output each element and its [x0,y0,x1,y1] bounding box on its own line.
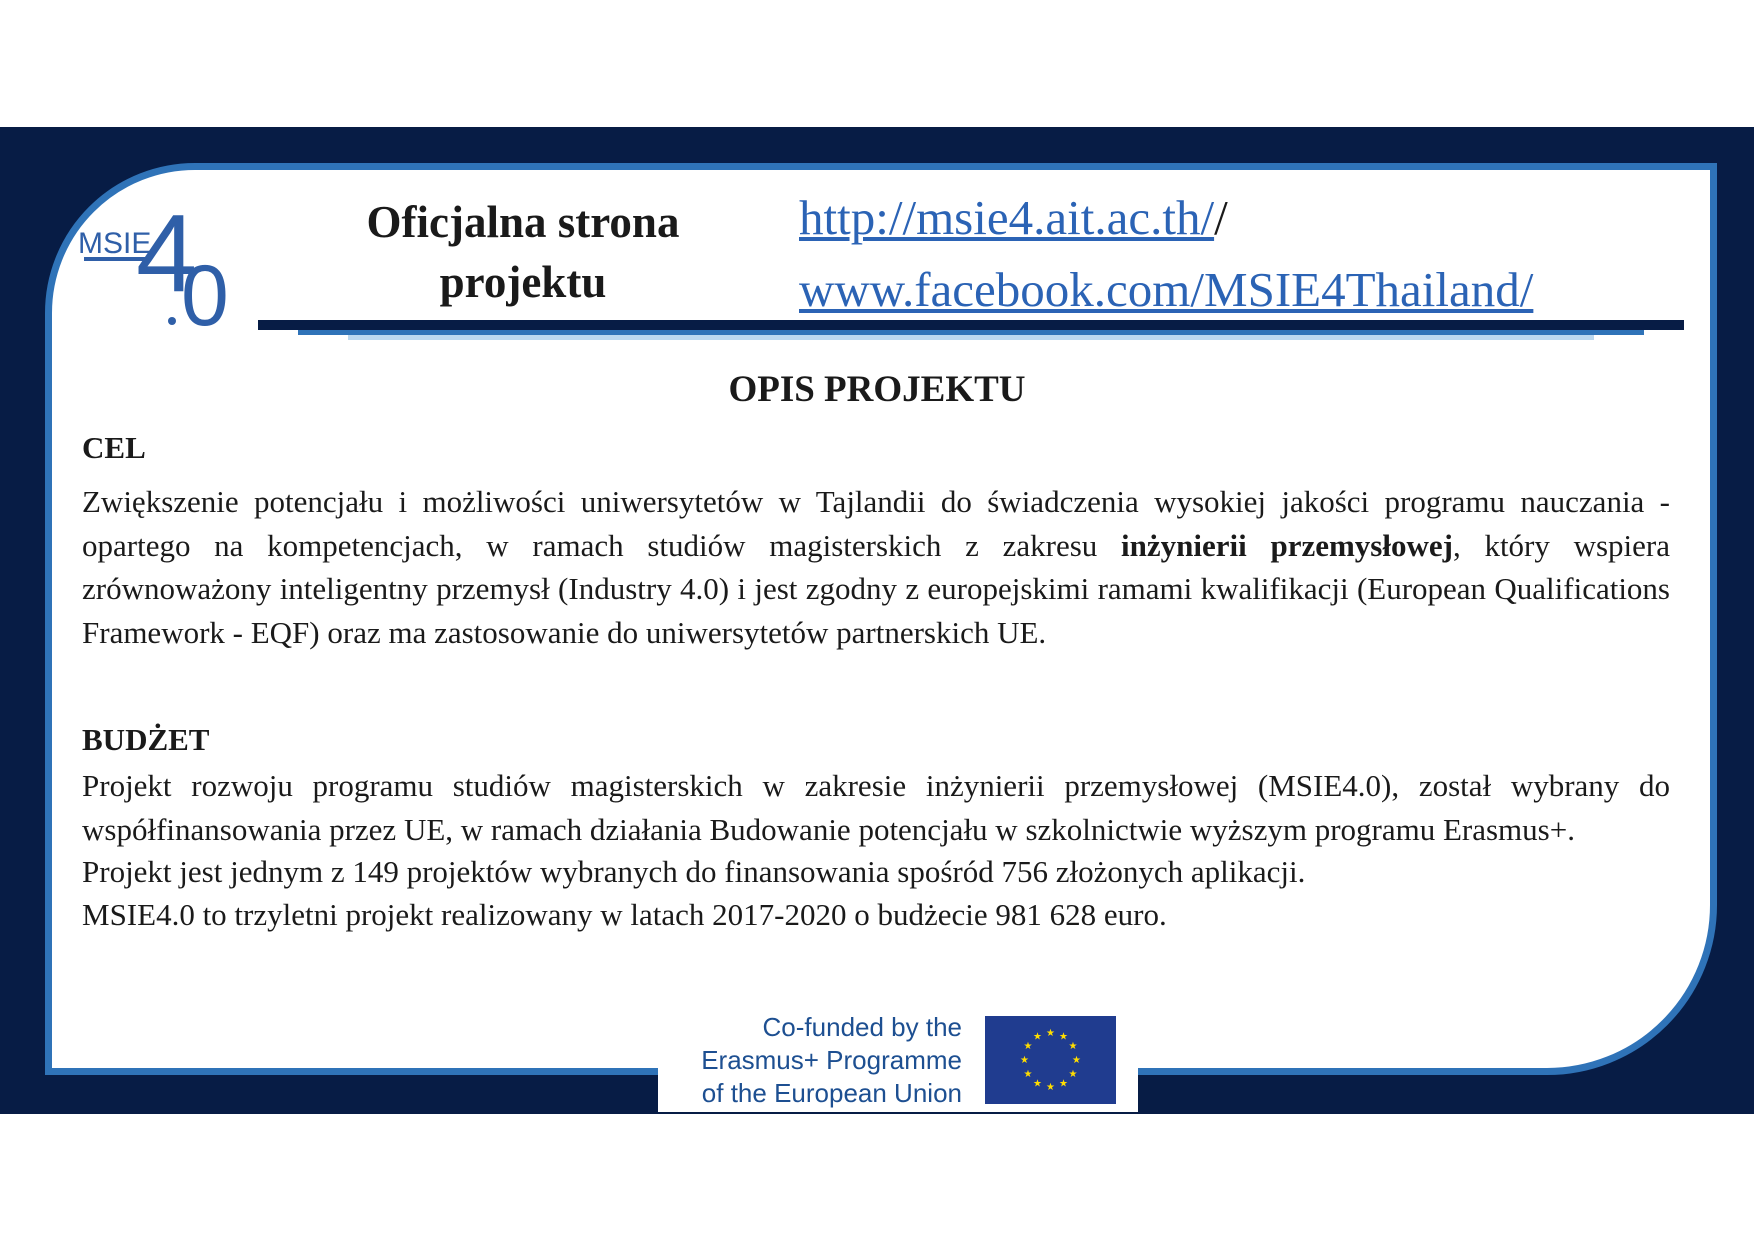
eu-flag-icon [985,1016,1116,1104]
section-title: OPIS PROJEKTU [728,369,1026,410]
msie-logo [78,203,243,329]
official-site-title-line1: Oficjalna strona [366,197,680,247]
cel-text-bold: inżynierii przemysłowej [1121,527,1453,563]
logo-dot [168,317,176,325]
svg-text:★: ★ [1023,1069,1033,1080]
logo-msie-text: MSIE [78,227,152,260]
eu-cofunded-text [678,1011,962,1110]
svg-text:★: ★ [1059,1078,1068,1090]
svg-text:★: ★ [1068,1041,1078,1052]
svg-text:★: ★ [1068,1069,1078,1080]
svg-text:★: ★ [1046,1028,1055,1039]
svg-text:★: ★ [1020,1055,1029,1066]
svg-text:★: ★ [1033,1031,1042,1043]
header-rule-light [348,335,1594,340]
official-site-title-line2: projektu [439,257,607,307]
facebook-link[interactable]: www.facebook.com/MSIE4Thailand/ [799,262,1534,317]
official-site-title [318,192,728,312]
svg-text:★: ★ [1072,1055,1081,1066]
website-link[interactable]: http://msie4.ait.ac.th/ [799,190,1215,245]
logo-zero-text: 0 [181,248,229,329]
link-separator: / [1214,190,1228,245]
cel-text-before: Zwiększenie potencjału i możliwości uniwersytetów w Tajlandii do świadczenia wysokiej jakości programu nauczania - opartego na kompetencjach, w ramach studiów magisterskich z zakresu [82,484,1670,563]
header-links [799,182,1533,326]
eu-text-line1: Co-funded by the [762,1012,962,1042]
budzet-line-2: Projekt jest jednym z 149 projektów wybranych do finansowania spośród 756 złożonych aplikacji. [82,854,1306,889]
svg-text:★: ★ [1033,1078,1042,1090]
eu-text-line3: of the European Union [701,1078,962,1108]
budzet-heading: BUDŻET [82,722,210,757]
svg-text:★: ★ [1059,1031,1068,1043]
svg-text:★: ★ [1046,1082,1055,1093]
header-rule-dark [258,320,1684,330]
budzet-line-3: MSIE4.0 to trzyletni projekt realizowany w latach 2017-2020 o budżecie 981 628 euro. [82,897,1167,932]
cel-text-after: , który wspiera zrównoważony inteligentny przemysł (Industry 4.0) i jest zgodny z europejskimi ramami kwalifikacji (European Qualifications Framework - EQF) oraz ma zastosowanie do uniwersytetów partnerskich UE. [82,527,1671,650]
budzet-paragraph: Projekt rozwoju programu studiów magisterskich w zakresie inżynierii przemysłowej (MSIE4.0), został wybrany do współfinansowania przez UE, w ramach działania Budowanie potencjału w szkolnictwie wyższym programu Erasmus+. [82,768,1670,847]
svg-text:★: ★ [1023,1041,1033,1052]
eu-text-line2: Erasmus+ Programme [701,1045,962,1075]
cel-heading: CEL [82,430,146,465]
cel-paragraph [82,480,1670,654]
logo-four-text: 4 [136,203,198,315]
